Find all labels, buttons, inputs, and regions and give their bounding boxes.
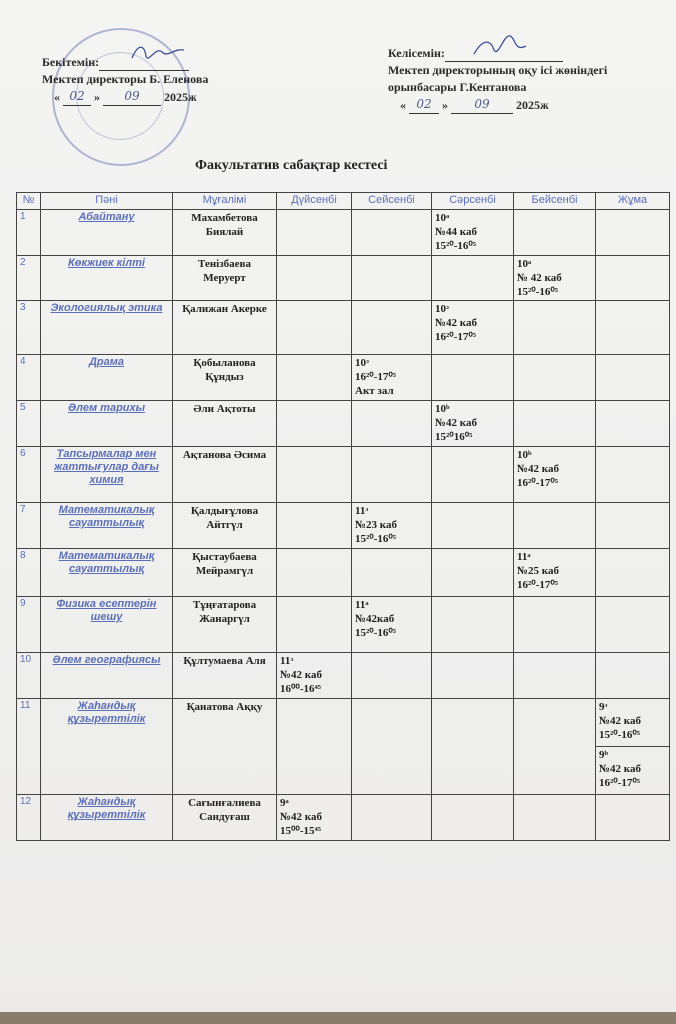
- subject-link[interactable]: Физика есептерін шешу: [41, 597, 173, 653]
- subject-link[interactable]: Көкжиек кілті: [41, 256, 173, 301]
- room-label: №44 каб: [435, 226, 477, 238]
- cell-monday: [277, 210, 352, 256]
- teacher-name: Әли Ақтоты: [173, 401, 277, 447]
- cell-monday: [277, 699, 352, 795]
- class-label: 11ᵃ: [355, 599, 369, 611]
- cell-monday: [277, 447, 352, 503]
- cell-wednesday: [432, 699, 514, 795]
- cell-wednesday: [432, 301, 514, 355]
- cell-thursday: [514, 401, 596, 447]
- table-row: [17, 795, 670, 841]
- cell-friday: [596, 210, 670, 256]
- class-label: 10ᵃ: [517, 258, 532, 270]
- room-label: №42 каб: [599, 715, 641, 727]
- cell-thursday: [514, 549, 596, 597]
- teacher-name: Қанатова Аққу: [173, 699, 277, 795]
- room-label: №42 каб: [517, 463, 559, 475]
- class-label: 9ᵃ: [280, 797, 289, 809]
- cell-monday: [277, 401, 352, 447]
- room-label: № 42 каб: [517, 272, 562, 284]
- teacher-name: Қалижан Акерке: [173, 301, 277, 355]
- table-row: [17, 447, 670, 503]
- room-label: Акт зал: [355, 385, 394, 397]
- table-row: [17, 301, 670, 355]
- room-label: №42 каб: [435, 317, 477, 329]
- subject-link[interactable]: Әлем географиясы: [41, 653, 173, 699]
- cell-thursday: [514, 256, 596, 301]
- time-label: 15²⁰-16⁰⁵: [435, 240, 477, 252]
- table-row: [17, 256, 670, 301]
- room-label: №25 каб: [517, 565, 559, 577]
- room-label: №42каб: [355, 613, 395, 625]
- approval-right-name: орынбасары Г.Кентанова: [388, 80, 527, 94]
- cell-monday: [277, 549, 352, 597]
- header-wednesday: Сәрсенбі: [432, 193, 514, 210]
- subject-link[interactable]: Әлем тарихы: [41, 401, 173, 447]
- table-row: [17, 210, 670, 256]
- approval-left-day: 02: [63, 88, 91, 106]
- time-label: 15²⁰16⁰⁵: [435, 431, 473, 443]
- cell-tuesday: [352, 401, 432, 447]
- teacher-name: Сағынғалиева Сандуғаш: [173, 795, 277, 841]
- class-label: 10ᵇ: [435, 403, 450, 415]
- teacher-name: Құлтумаева Аля: [173, 653, 277, 699]
- cell-friday: [596, 747, 670, 795]
- cell-tuesday: [352, 210, 432, 256]
- subject-link[interactable]: Экологиялық этика: [41, 301, 173, 355]
- cell-friday: [596, 256, 670, 301]
- row-num: 9: [17, 597, 41, 653]
- page-title: Факультатив сабақтар кестесі: [195, 158, 388, 173]
- header-tuesday: Сейсенбі: [352, 193, 432, 210]
- cell-tuesday: [352, 549, 432, 597]
- close-quote: »: [442, 98, 448, 112]
- cell-wednesday: [432, 549, 514, 597]
- cell-thursday: [514, 210, 596, 256]
- class-label: 11ᵃ: [517, 551, 531, 563]
- time-label: 15²⁰-16⁰⁵: [599, 729, 641, 741]
- cell-tuesday: [352, 301, 432, 355]
- deputy-signature: [470, 30, 530, 60]
- cell-tuesday: [352, 447, 432, 503]
- room-label: №42 каб: [435, 417, 477, 429]
- approval-right-position: Мектеп директорының оқу ісі жөніндегі: [388, 63, 608, 77]
- room-label: №42 каб: [280, 811, 322, 823]
- cell-thursday: [514, 795, 596, 841]
- cell-friday: [596, 549, 670, 597]
- cell-tuesday: [352, 503, 432, 549]
- teacher-name: Махамбетова Биялай: [173, 210, 277, 256]
- table-header-row: [17, 193, 670, 210]
- header-teacher: Мұғалімі: [173, 193, 277, 210]
- cell-friday: [596, 503, 670, 549]
- time-label: 16²⁰-17⁰⁵: [435, 331, 477, 343]
- teacher-name: Тұңғатарова Жанаргүл: [173, 597, 277, 653]
- subject-link[interactable]: Тапсырмалар мен жаттығулар дағы химия: [41, 447, 173, 503]
- subject-link[interactable]: Математикалық сауаттылық: [41, 549, 173, 597]
- row-num: 6: [17, 447, 41, 503]
- cell-friday: [596, 795, 670, 841]
- class-label: 9ᵓ: [599, 701, 608, 713]
- cell-thursday: [514, 301, 596, 355]
- cell-wednesday: [432, 210, 514, 256]
- director-signature: [128, 40, 188, 66]
- cell-wednesday: [432, 795, 514, 841]
- schedule-table: [16, 192, 670, 841]
- header-subject: Пәні: [41, 193, 173, 210]
- cell-friday: [596, 699, 670, 747]
- cell-friday: [596, 401, 670, 447]
- teacher-name: Ақтанова Әсима: [173, 447, 277, 503]
- cell-tuesday: [352, 256, 432, 301]
- row-num: 11: [17, 699, 41, 795]
- cell-tuesday: [352, 597, 432, 653]
- room-label: №23 каб: [355, 519, 397, 531]
- approval-left-year: 2025ж: [164, 90, 197, 104]
- teacher-name: Қыстаубаева Мейрамгүл: [173, 549, 277, 597]
- row-num: 2: [17, 256, 41, 301]
- subject-link[interactable]: Абайтану: [41, 210, 173, 256]
- row-num: 4: [17, 355, 41, 401]
- table-row: [17, 597, 670, 653]
- cell-wednesday: [432, 503, 514, 549]
- class-label: 11ᵓ: [280, 655, 294, 667]
- table-row: [17, 549, 670, 597]
- row-num: 1: [17, 210, 41, 256]
- room-label: №42 каб: [599, 763, 641, 775]
- table-row: [17, 653, 670, 699]
- cell-tuesday: [352, 355, 432, 401]
- cell-monday: [277, 653, 352, 699]
- time-label: 15⁰⁰-15⁴⁵: [280, 825, 322, 837]
- class-label: 10ᵓ: [435, 303, 449, 315]
- time-label: 16²⁰-17⁰⁵: [355, 371, 397, 383]
- cell-friday: [596, 447, 670, 503]
- approval-right-month: 09: [451, 96, 513, 114]
- cell-monday: [277, 795, 352, 841]
- teacher-name: Қалдығұлова Айтгүл: [173, 503, 277, 549]
- teacher-name: Тенізбаева Меруерт: [173, 256, 277, 301]
- cell-friday: [596, 653, 670, 699]
- cell-monday: [277, 503, 352, 549]
- class-label: 10ᵃ: [435, 212, 450, 224]
- subject-link[interactable]: Математикалық сауаттылық: [41, 503, 173, 549]
- cell-monday: [277, 301, 352, 355]
- teacher-name: Қобыланова Құндыз: [173, 355, 277, 401]
- header-thursday: Бейсенбі: [514, 193, 596, 210]
- time-label: 16²⁰-17⁰⁵: [517, 579, 559, 591]
- cell-wednesday: [432, 256, 514, 301]
- time-label: 15²⁰-16⁰⁵: [517, 286, 559, 298]
- time-label: 15²⁰-16⁰⁵: [355, 533, 397, 545]
- desk-surface: [0, 1012, 676, 1024]
- cell-tuesday: [352, 699, 432, 795]
- approval-left-position: Мектеп директоры Б. Еленова: [42, 72, 209, 86]
- row-num: 12: [17, 795, 41, 841]
- row-num: 5: [17, 401, 41, 447]
- table-row: [17, 401, 670, 447]
- cell-monday: [277, 256, 352, 301]
- approval-right-day: 02: [409, 96, 439, 114]
- class-label: 9ᵇ: [599, 749, 609, 761]
- header-friday: Жұма: [596, 193, 670, 210]
- table-row: [17, 503, 670, 549]
- row-num: 3: [17, 301, 41, 355]
- time-label: 15²⁰-16⁰⁵: [355, 627, 397, 639]
- cell-monday: [277, 597, 352, 653]
- cell-friday: [596, 301, 670, 355]
- approval-left-label: Бекітемін:: [42, 55, 100, 69]
- cell-wednesday: [432, 401, 514, 447]
- cell-friday: [596, 597, 670, 653]
- approval-right-label: Келісемін:: [388, 46, 445, 60]
- room-label: №42 каб: [280, 669, 322, 681]
- cell-wednesday: [432, 355, 514, 401]
- time-label: 16²⁰-17⁰⁵: [517, 477, 559, 489]
- open-quote: «: [54, 90, 60, 104]
- cell-friday: [596, 355, 670, 401]
- cell-thursday: [514, 447, 596, 503]
- header-num: №: [17, 193, 41, 210]
- row-num: 10: [17, 653, 41, 699]
- cell-thursday: [514, 355, 596, 401]
- cell-thursday: [514, 503, 596, 549]
- class-label: 10ᵇ: [517, 449, 532, 461]
- cell-monday: [277, 355, 352, 401]
- approval-right-year: 2025ж: [516, 98, 549, 112]
- row-num: 7: [17, 503, 41, 549]
- time-label: 16⁰⁰-16⁴⁵: [280, 683, 322, 695]
- subject-link[interactable]: Драма: [41, 355, 173, 401]
- cell-wednesday: [432, 597, 514, 653]
- row-num: 8: [17, 549, 41, 597]
- cell-thursday: [514, 699, 596, 795]
- subject-link[interactable]: Жаһандық құзыреттілік: [41, 795, 173, 841]
- header-monday: Дүйсенбі: [277, 193, 352, 210]
- table-row: [17, 699, 670, 747]
- class-label: 10ᵓ: [355, 357, 369, 369]
- cell-wednesday: [432, 447, 514, 503]
- table-row: [17, 355, 670, 401]
- open-quote: «: [400, 98, 406, 112]
- cell-wednesday: [432, 653, 514, 699]
- subject-link[interactable]: Жаһандық құзыреттілік: [41, 699, 173, 795]
- cell-thursday: [514, 597, 596, 653]
- cell-thursday: [514, 653, 596, 699]
- close-quote: »: [94, 90, 100, 104]
- time-label: 16²⁰-17⁰⁵: [599, 777, 641, 789]
- cell-tuesday: [352, 795, 432, 841]
- approval-left-month: 09: [103, 88, 161, 106]
- cell-tuesday: [352, 653, 432, 699]
- class-label: 11ᵓ: [355, 505, 369, 517]
